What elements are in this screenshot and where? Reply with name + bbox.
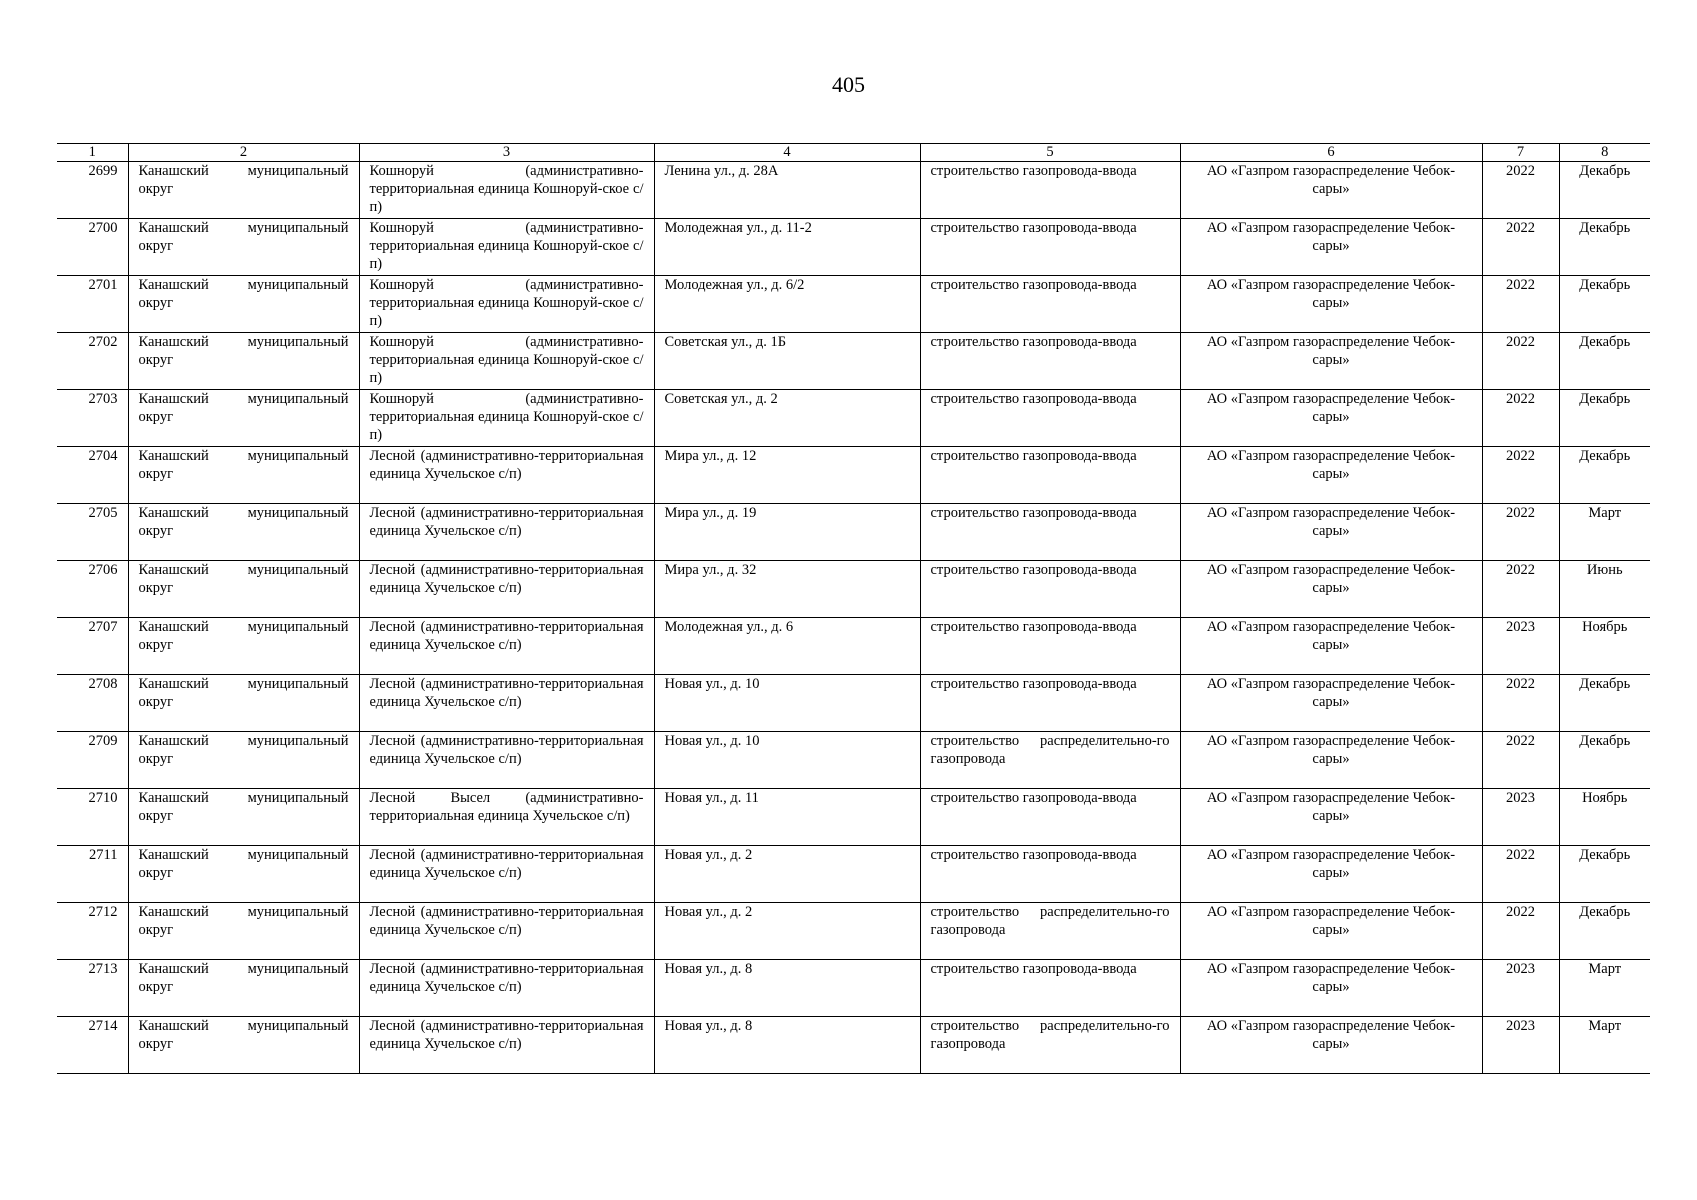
address-cell: Новая ул., д. 8 <box>654 960 920 1017</box>
column-number: 7 <box>1482 144 1559 162</box>
district-cell: Канашский муниципальный округ <box>128 675 359 732</box>
work-type-cell: строительство газопровода-ввода <box>920 618 1180 675</box>
district-cell: Канашский муниципальный округ <box>128 219 359 276</box>
year-cell: 2022 <box>1482 675 1559 732</box>
table-row <box>57 333 1650 390</box>
organization-cell: АО «Газпром газораспределение Чебок-сары» <box>1180 333 1482 390</box>
row-number-cell: 2705 <box>57 504 128 561</box>
month-cell: Декабрь <box>1559 333 1650 390</box>
work-type-cell: строительство газопровода-ввода <box>920 276 1180 333</box>
year-cell: 2022 <box>1482 732 1559 789</box>
row-number-cell: 2700 <box>57 219 128 276</box>
page-number: 405 <box>832 72 865 97</box>
work-type-cell: строительство газопровода-ввода <box>920 447 1180 504</box>
year-cell: 2023 <box>1482 960 1559 1017</box>
year-cell: 2023 <box>1482 789 1559 846</box>
address-cell: Новая ул., д. 11 <box>654 789 920 846</box>
district-cell: Канашский муниципальный округ <box>128 960 359 1017</box>
address-cell: Мира ул., д. 12 <box>654 447 920 504</box>
work-type-cell: строительство газопровода-ввода <box>920 504 1180 561</box>
row-number-cell: 2709 <box>57 732 128 789</box>
work-type-cell: строительство газопровода-ввода <box>920 561 1180 618</box>
address-cell: Молодежная ул., д. 6 <box>654 618 920 675</box>
table-row <box>57 276 1650 333</box>
year-cell: 2022 <box>1482 390 1559 447</box>
column-number: 4 <box>654 144 920 162</box>
month-cell: Декабрь <box>1559 903 1650 960</box>
month-cell: Декабрь <box>1559 732 1650 789</box>
row-number-cell: 2710 <box>57 789 128 846</box>
address-cell: Советская ул., д. 2 <box>654 390 920 447</box>
settlement-cell: Лесной (административно-территориальная единица Хучельское с/п) <box>359 960 654 1017</box>
district-cell: Канашский муниципальный округ <box>128 333 359 390</box>
row-number-cell: 2711 <box>57 846 128 903</box>
work-type-cell: строительство распределительно-го газопровода <box>920 903 1180 960</box>
column-number: 8 <box>1559 144 1650 162</box>
settlement-cell: Кошноруй (административно-территориальная единица Кошноруй-ское с/п) <box>359 162 654 219</box>
column-number: 1 <box>57 144 128 162</box>
address-cell: Молодежная ул., д. 6/2 <box>654 276 920 333</box>
organization-cell: АО «Газпром газораспределение Чебок-сары» <box>1180 675 1482 732</box>
month-cell: Июнь <box>1559 561 1650 618</box>
organization-cell: АО «Газпром газораспределение Чебок-сары» <box>1180 618 1482 675</box>
row-number-cell: 2699 <box>57 162 128 219</box>
month-cell: Март <box>1559 504 1650 561</box>
work-type-cell: строительство газопровода-ввода <box>920 219 1180 276</box>
table-row <box>57 162 1650 219</box>
year-cell: 2022 <box>1482 903 1559 960</box>
row-number-cell: 2713 <box>57 960 128 1017</box>
table-row <box>57 618 1650 675</box>
address-cell: Молодежная ул., д. 11-2 <box>654 219 920 276</box>
table-row <box>57 390 1650 447</box>
organization-cell: АО «Газпром газораспределение Чебок-сары» <box>1180 276 1482 333</box>
settlement-cell: Лесной (административно-территориальная единица Хучельское с/п) <box>359 504 654 561</box>
table-row <box>57 675 1650 732</box>
month-cell: Декабрь <box>1559 219 1650 276</box>
address-cell: Советская ул., д. 1Б <box>654 333 920 390</box>
column-number-row <box>57 144 1650 162</box>
district-cell: Канашский муниципальный округ <box>128 504 359 561</box>
year-cell: 2022 <box>1482 219 1559 276</box>
organization-cell: АО «Газпром газораспределение Чебок-сары» <box>1180 789 1482 846</box>
table-row <box>57 960 1650 1017</box>
district-cell: Канашский муниципальный округ <box>128 561 359 618</box>
work-type-cell: строительство распределительно-го газопровода <box>920 1017 1180 1074</box>
settlement-cell: Кошноруй (административно-территориальная единица Кошноруй-ское с/п) <box>359 390 654 447</box>
settlement-cell: Кошноруй (административно-территориальная единица Кошноруй-ское с/п) <box>359 219 654 276</box>
row-number-cell: 2703 <box>57 390 128 447</box>
row-number-cell: 2708 <box>57 675 128 732</box>
row-number-cell: 2706 <box>57 561 128 618</box>
row-number-cell: 2701 <box>57 276 128 333</box>
year-cell: 2022 <box>1482 561 1559 618</box>
address-cell: Мира ул., д. 32 <box>654 561 920 618</box>
row-number-cell: 2712 <box>57 903 128 960</box>
organization-cell: АО «Газпром газораспределение Чебок-сары» <box>1180 447 1482 504</box>
year-cell: 2022 <box>1482 333 1559 390</box>
work-type-cell: строительство распределительно-го газопровода <box>920 732 1180 789</box>
year-cell: 2022 <box>1482 846 1559 903</box>
settlement-cell: Лесной (административно-территориальная единица Хучельское с/п) <box>359 618 654 675</box>
organization-cell: АО «Газпром газораспределение Чебок-сары» <box>1180 846 1482 903</box>
organization-cell: АО «Газпром газораспределение Чебок-сары» <box>1180 390 1482 447</box>
table-row <box>57 789 1650 846</box>
month-cell: Декабрь <box>1559 390 1650 447</box>
work-type-cell: строительство газопровода-ввода <box>920 333 1180 390</box>
settlement-cell: Лесной (административно-территориальная единица Хучельское с/п) <box>359 447 654 504</box>
district-cell: Канашский муниципальный округ <box>128 390 359 447</box>
district-cell: Канашский муниципальный округ <box>128 789 359 846</box>
address-cell: Новая ул., д. 10 <box>654 732 920 789</box>
settlement-cell: Лесной Высел (административно-территориальная единица Хучельское с/п) <box>359 789 654 846</box>
district-cell: Канашский муниципальный округ <box>128 618 359 675</box>
settlement-cell: Лесной (административно-территориальная единица Хучельское с/п) <box>359 732 654 789</box>
row-number-cell: 2702 <box>57 333 128 390</box>
settlement-cell: Лесной (административно-территориальная единица Хучельское с/п) <box>359 846 654 903</box>
column-number: 5 <box>920 144 1180 162</box>
row-number-cell: 2707 <box>57 618 128 675</box>
address-cell: Новая ул., д. 2 <box>654 903 920 960</box>
year-cell: 2022 <box>1482 162 1559 219</box>
month-cell: Декабрь <box>1559 447 1650 504</box>
month-cell: Декабрь <box>1559 162 1650 219</box>
work-type-cell: строительство газопровода-ввода <box>920 162 1180 219</box>
table-row <box>57 1017 1650 1074</box>
year-cell: 2022 <box>1482 276 1559 333</box>
work-type-cell: строительство газопровода-ввода <box>920 675 1180 732</box>
settlement-cell: Лесной (административно-территориальная единица Хучельское с/п) <box>359 675 654 732</box>
month-cell: Декабрь <box>1559 846 1650 903</box>
settlement-cell: Кошноруй (административно-территориальная единица Кошноруй-ское с/п) <box>359 333 654 390</box>
settlement-cell: Кошноруй (административно-территориальная единица Кошноруй-ское с/п) <box>359 276 654 333</box>
column-number: 2 <box>128 144 359 162</box>
year-cell: 2022 <box>1482 447 1559 504</box>
column-number: 3 <box>359 144 654 162</box>
work-type-cell: строительство газопровода-ввода <box>920 960 1180 1017</box>
year-cell: 2022 <box>1482 504 1559 561</box>
organization-cell: АО «Газпром газораспределение Чебок-сары» <box>1180 219 1482 276</box>
month-cell: Март <box>1559 1017 1650 1074</box>
organization-cell: АО «Газпром газораспределение Чебок-сары» <box>1180 960 1482 1017</box>
address-cell: Ленина ул., д. 28А <box>654 162 920 219</box>
row-number-cell: 2714 <box>57 1017 128 1074</box>
district-cell: Канашский муниципальный округ <box>128 276 359 333</box>
settlement-cell: Лесной (административно-территориальная единица Хучельское с/п) <box>359 561 654 618</box>
month-cell: Декабрь <box>1559 675 1650 732</box>
organization-cell: АО «Газпром газораспределение Чебок-сары» <box>1180 162 1482 219</box>
address-cell: Новая ул., д. 2 <box>654 846 920 903</box>
table-row <box>57 219 1650 276</box>
register-table <box>57 143 1650 1074</box>
district-cell: Канашский муниципальный округ <box>128 447 359 504</box>
month-cell: Ноябрь <box>1559 618 1650 675</box>
table-row <box>57 903 1650 960</box>
district-cell: Канашский муниципальный округ <box>128 732 359 789</box>
table-row <box>57 447 1650 504</box>
table-row <box>57 846 1650 903</box>
table-row <box>57 504 1650 561</box>
address-cell: Мира ул., д. 19 <box>654 504 920 561</box>
column-number: 6 <box>1180 144 1482 162</box>
work-type-cell: строительство газопровода-ввода <box>920 789 1180 846</box>
work-type-cell: строительство газопровода-ввода <box>920 846 1180 903</box>
organization-cell: АО «Газпром газораспределение Чебок-сары» <box>1180 732 1482 789</box>
district-cell: Канашский муниципальный округ <box>128 1017 359 1074</box>
settlement-cell: Лесной (административно-территориальная единица Хучельское с/п) <box>359 903 654 960</box>
organization-cell: АО «Газпром газораспределение Чебок-сары» <box>1180 903 1482 960</box>
district-cell: Канашский муниципальный округ <box>128 846 359 903</box>
district-cell: Канашский муниципальный округ <box>128 903 359 960</box>
table-row <box>57 561 1650 618</box>
year-cell: 2023 <box>1482 1017 1559 1074</box>
table-row <box>57 732 1650 789</box>
month-cell: Декабрь <box>1559 276 1650 333</box>
work-type-cell: строительство газопровода-ввода <box>920 390 1180 447</box>
district-cell: Канашский муниципальный округ <box>128 162 359 219</box>
address-cell: Новая ул., д. 10 <box>654 675 920 732</box>
address-cell: Новая ул., д. 8 <box>654 1017 920 1074</box>
organization-cell: АО «Газпром газораспределение Чебок-сары» <box>1180 561 1482 618</box>
organization-cell: АО «Газпром газораспределение Чебок-сары» <box>1180 504 1482 561</box>
row-number-cell: 2704 <box>57 447 128 504</box>
month-cell: Март <box>1559 960 1650 1017</box>
settlement-cell: Лесной (административно-территориальная единица Хучельское с/п) <box>359 1017 654 1074</box>
year-cell: 2023 <box>1482 618 1559 675</box>
month-cell: Ноябрь <box>1559 789 1650 846</box>
organization-cell: АО «Газпром газораспределение Чебок-сары» <box>1180 1017 1482 1074</box>
